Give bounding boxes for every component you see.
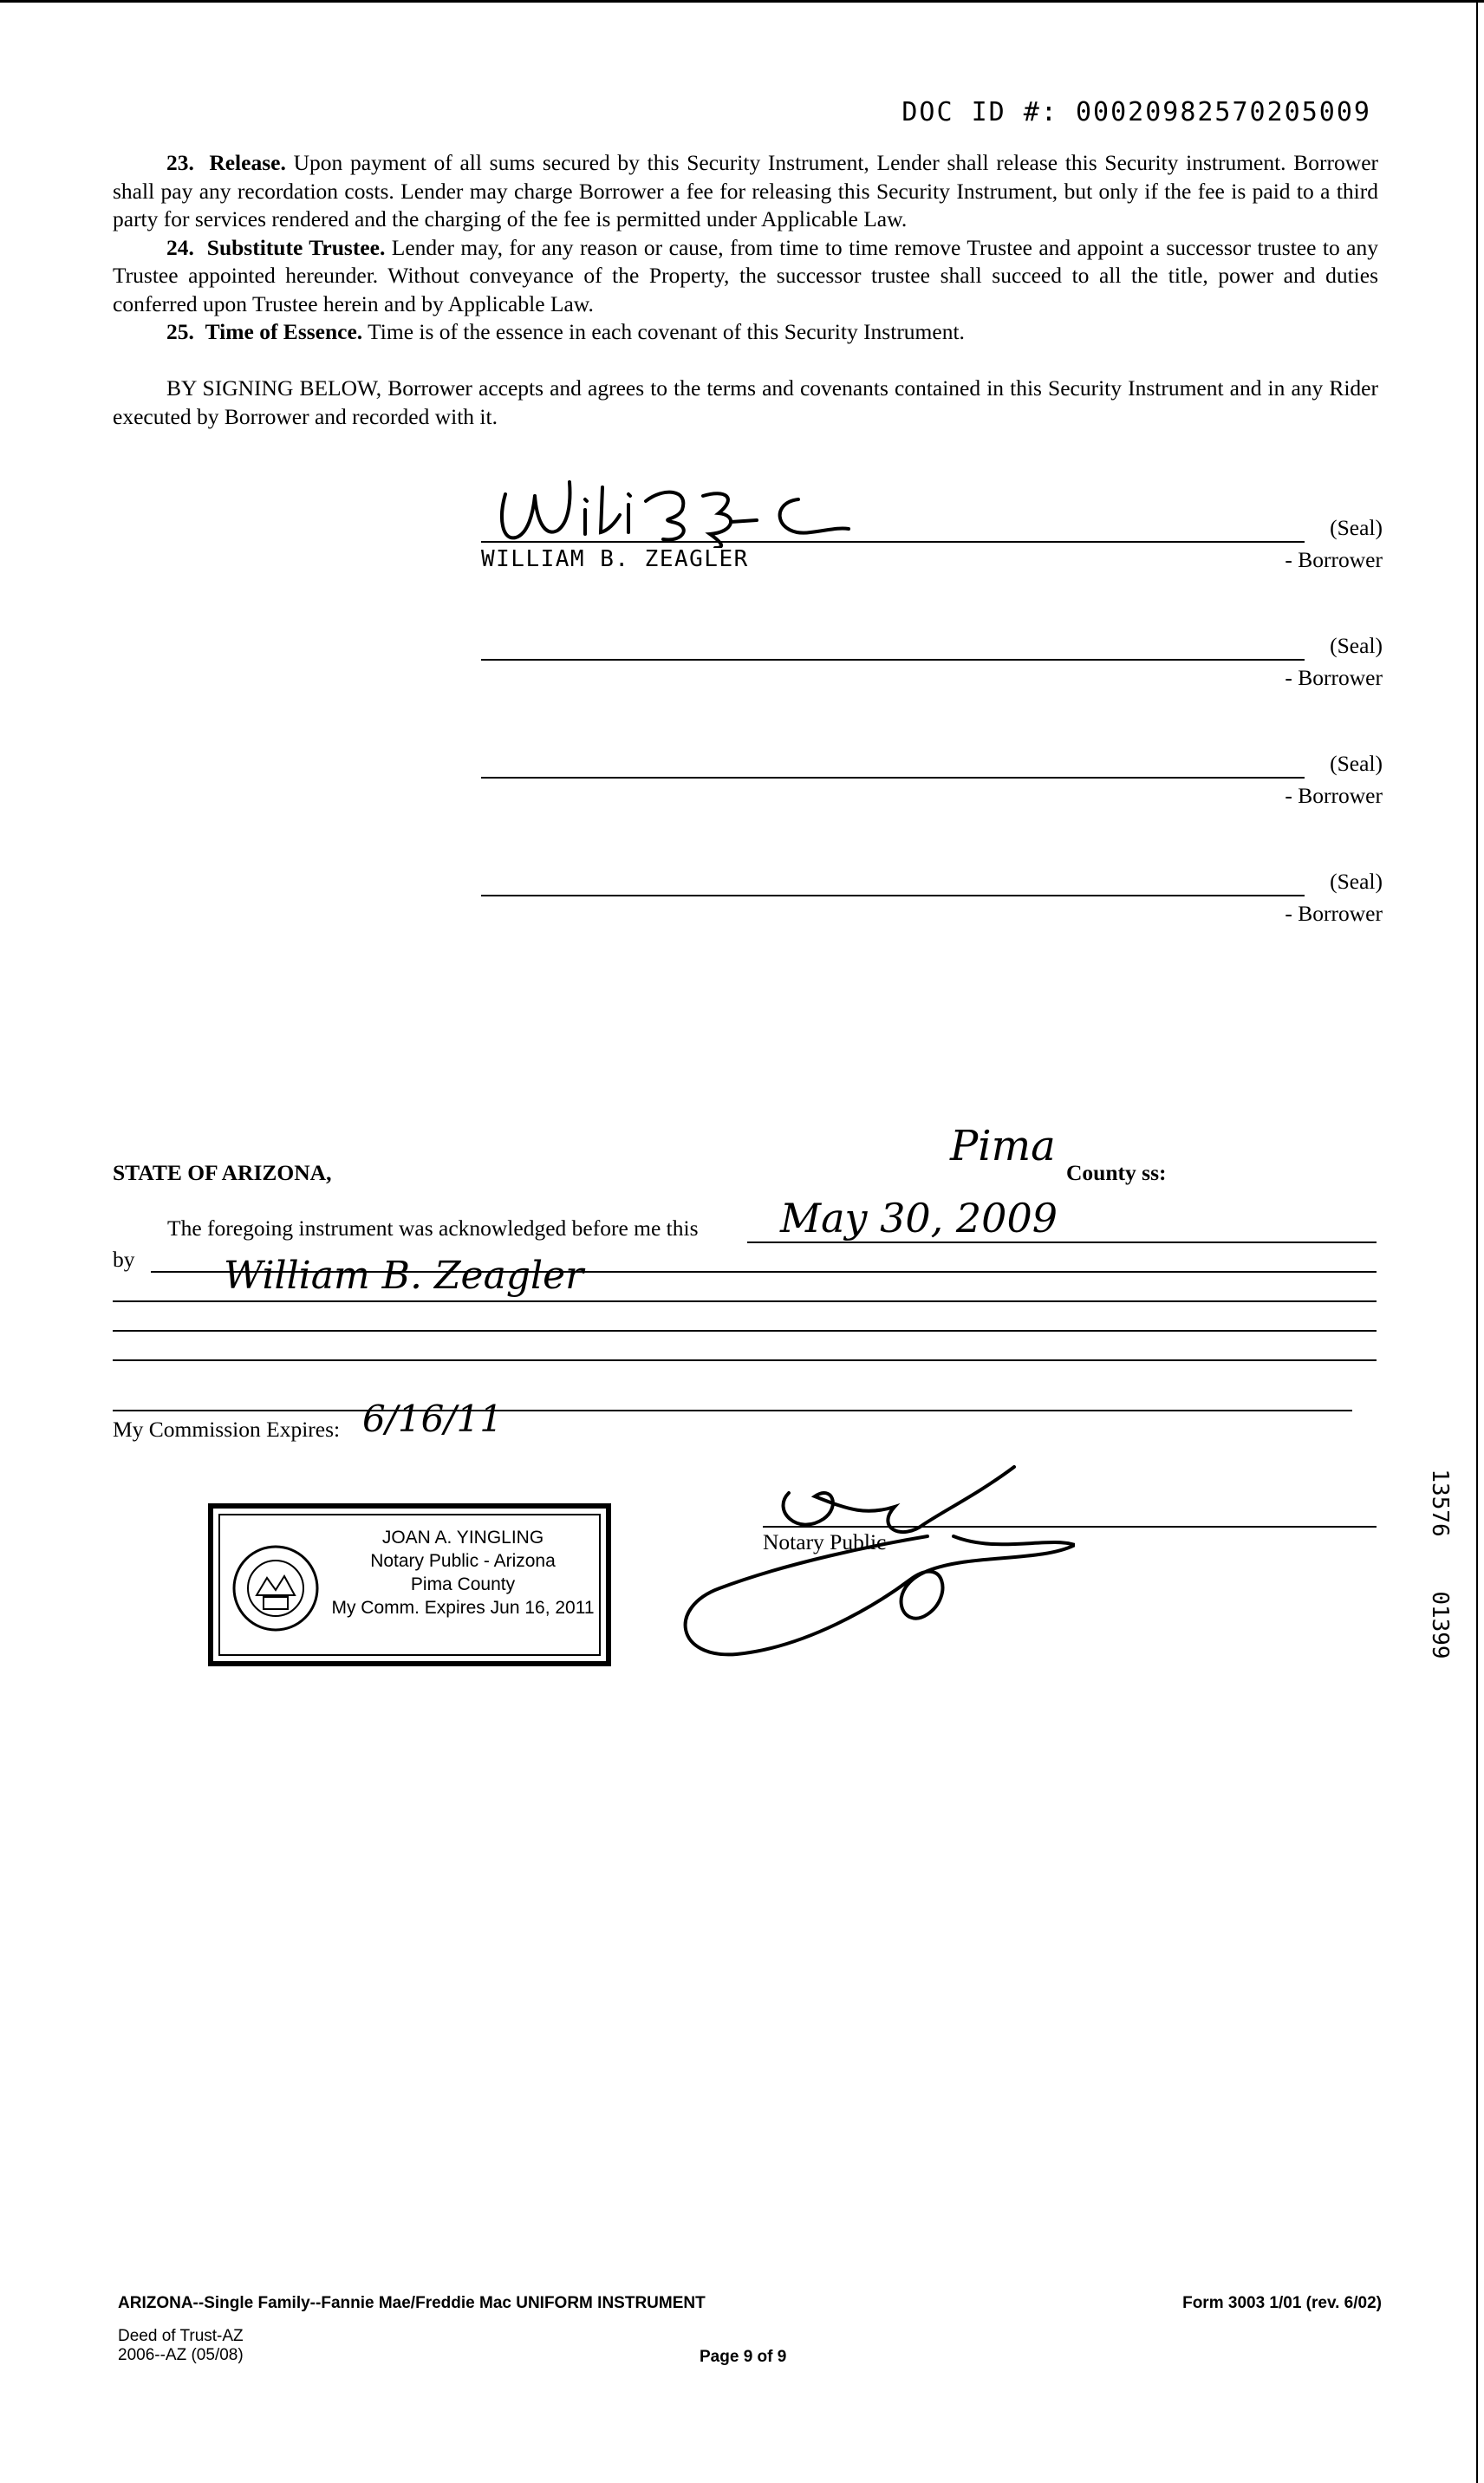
clause-number: 23. [166,150,194,175]
seal-label: (Seal) [1330,633,1383,658]
county-handwritten: Pima [950,1122,1056,1170]
signature-line [481,777,1305,779]
signature-line [481,659,1305,661]
by-line-3 [113,1330,1377,1332]
borrower-signature-image [498,470,949,548]
borrower-label: - Borrower [1285,547,1383,572]
notary-signature-image [667,1458,1075,1666]
clause-text: Lender may, for any reason or cause, from time to time remove Trustee and appoint a successor trustee to any Trustee appointed hereunder. Without conveyance of the Property, the successor trustee shall succeed to all the title, power and duties conferred upon Trustee herein and by Applicable Law. [113,234,1378,316]
notary-name: JOAN A. YINGLING [381,1528,544,1548]
acknowledgment-date-handwritten: May 30, 2009 [780,1195,1058,1242]
commission-top-line [113,1410,1352,1411]
clause-25 [113,318,1378,347]
signing-statement-text: BY SIGNING BELOW, Borrower accepts and agrees to the terms and covenants contained in this Security Instrument and in any Rider executed by Borrower and recorded with it. [113,375,1378,429]
doc-id: DOC ID #: 00020982570205009 [901,97,1371,127]
notary-county: Pima County [410,1574,516,1594]
arizona-state-seal-icon [231,1543,321,1633]
notary-public-label: Notary Public [763,1529,887,1554]
notary-title: Notary Public - Arizona [370,1551,556,1571]
commission-date-handwritten: 6/16/11 [362,1398,503,1440]
clause-title: Release. [209,150,286,175]
clause-title: Time of Essence. [205,319,363,344]
footer-form-number: Form 3003 1/01 (rev. 6/02) [1182,2294,1382,2312]
signing-statement [113,375,1378,431]
by-label: by [113,1247,135,1272]
clause-title: Substitute Trustee. [206,234,386,260]
clause-24 [113,234,1378,319]
signature-line [481,895,1305,896]
clauses-section [113,149,1378,347]
top-border [0,0,1484,3]
state-label: STATE OF ARIZONA, [113,1160,332,1185]
borrower-label: - Borrower [1285,783,1383,808]
side-number-rotated [1426,1391,1453,1737]
borrower-label: - Borrower [1285,665,1383,690]
commission-label: My Commission Expires: [113,1417,341,1442]
acknowledged-by-handwritten: William B. Zeagler [224,1254,584,1298]
clause-number: 25. [166,319,194,344]
borrower-printed-name: WILLIAM B. ZEAGLER [481,546,749,572]
stamp-text [324,1526,602,1619]
date-line [747,1242,1377,1243]
seal-label: (Seal) [1330,869,1383,894]
notary-stamp [208,1503,611,1666]
footer-doc-type: Deed of Trust-AZ [118,2327,244,2345]
right-border [1476,0,1478,2483]
signature-block-2 [481,626,1383,692]
side-recording-number [1418,1391,1453,1659]
borrower-label: - Borrower [1285,901,1383,926]
by-line-4 [113,1359,1377,1361]
signature-block-4 [481,862,1383,928]
notary-commission-expiry: My Comm. Expires Jun 16, 2011 [331,1598,595,1618]
clause-number: 24. [166,234,194,260]
signature-line [481,541,1305,543]
footer-page-number: Page 9 of 9 [700,2348,787,2366]
clause-text: Upon payment of all sums secured by this Security Instrument, Lender shall release this Security instrument. Borrower shall pay any recordation costs. Lender may charge Borrower a fee for releasing this Security Instrument, but only if the fee is paid to a third party for services rendered and the charging of the fee is permitted under Applicable Law. [113,150,1378,231]
clause-23 [113,149,1378,234]
by-line-2 [113,1300,1377,1302]
county-label: County ss: [1066,1160,1167,1185]
seal-label: (Seal) [1330,751,1383,776]
side-number-top: 13576 [1427,1469,1453,1537]
footer-instrument-title: ARIZONA--Single Family--Fannie Mae/Freddie Mac UNIFORM INSTRUMENT [118,2294,706,2312]
footer-form-code: 2006--AZ (05/08) [118,2346,244,2364]
signature-block-3 [481,744,1383,810]
signature-block-1 [481,508,1383,574]
side-number-bottom: 01399 [1427,1591,1453,1659]
clause-text: Time is of the essence in each covenant of this Security Instrument. [368,319,965,344]
foregoing-text: The foregoing instrument was acknowledged before me this [167,1215,699,1241]
seal-label: (Seal) [1330,515,1383,540]
